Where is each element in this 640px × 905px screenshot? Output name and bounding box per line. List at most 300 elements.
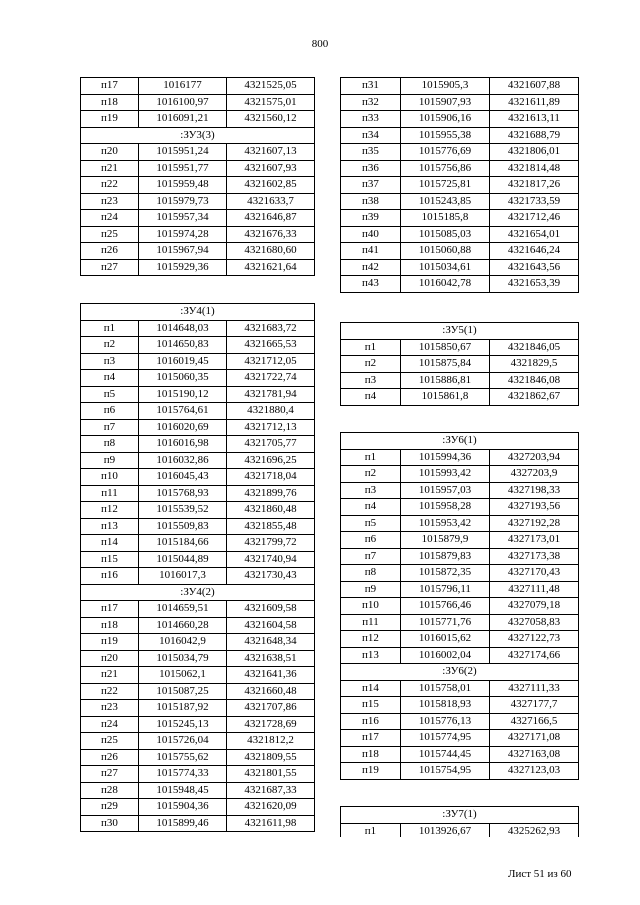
table-row: [81, 568, 315, 585]
x-coordinate-cell: 1015726,04: [139, 733, 227, 750]
x-coordinate-cell: 1015774,33: [139, 766, 227, 783]
x-coordinate-cell: 1016177: [139, 78, 227, 95]
point-id-cell: п13: [81, 518, 139, 535]
point-id-cell: п28: [81, 782, 139, 799]
point-id-cell: п22: [81, 177, 139, 194]
x-coordinate-cell: 1015744,45: [401, 746, 490, 763]
point-id-cell: п5: [81, 386, 139, 403]
y-coordinate-cell: 4321611,98: [227, 815, 315, 832]
point-id-cell: п13: [341, 647, 401, 664]
y-coordinate-cell: 4321740,94: [227, 551, 315, 568]
y-coordinate-cell: 4321829,5: [490, 356, 579, 373]
point-id-cell: п17: [81, 601, 139, 618]
table-row: [81, 634, 315, 651]
y-coordinate-cell: 4321809,55: [227, 749, 315, 766]
table-row: [81, 799, 315, 816]
table-row: [341, 763, 579, 780]
y-coordinate-cell: 4321696,25: [227, 452, 315, 469]
table-row: [341, 372, 579, 389]
y-coordinate-cell: 4321781,94: [227, 386, 315, 403]
x-coordinate-cell: 1016017,3: [139, 568, 227, 585]
x-coordinate-cell: 1015184,66: [139, 535, 227, 552]
table-row: [341, 730, 579, 747]
section-header-cell: :ЗУ7(1): [341, 807, 579, 824]
x-coordinate-cell: 1016002,04: [401, 647, 490, 664]
table-row: [341, 276, 579, 293]
x-coordinate-cell: 1015967,94: [139, 243, 227, 260]
point-id-cell: п22: [81, 683, 139, 700]
point-id-cell: п30: [81, 815, 139, 832]
point-id-cell: п2: [81, 337, 139, 354]
table-row: [341, 823, 579, 837]
y-coordinate-cell: 4321712,46: [490, 210, 579, 227]
point-id-cell: п41: [341, 243, 401, 260]
point-id-cell: п29: [81, 799, 139, 816]
point-id-cell: п21: [81, 160, 139, 177]
page-number: 800: [311, 38, 329, 50]
y-coordinate-cell: 4321899,76: [227, 485, 315, 502]
table-row: [341, 548, 579, 565]
y-coordinate-cell: 4321676,33: [227, 226, 315, 243]
table-row: [81, 650, 315, 667]
point-id-cell: п25: [81, 226, 139, 243]
point-id-cell: п20: [81, 650, 139, 667]
y-coordinate-cell: 4321602,85: [227, 177, 315, 194]
x-coordinate-cell: 1016019,45: [139, 353, 227, 370]
table-row: [81, 210, 315, 227]
y-coordinate-cell: 4321880,4: [227, 403, 315, 420]
table-row: [341, 243, 579, 260]
table-row: [341, 356, 579, 373]
section-header-row: [341, 807, 579, 824]
table-row: [81, 469, 315, 486]
point-id-cell: п26: [81, 243, 139, 260]
y-coordinate-cell: 4327166,5: [490, 713, 579, 730]
point-id-cell: п24: [81, 210, 139, 227]
x-coordinate-cell: 1015243,85: [401, 193, 490, 210]
table-row: [341, 339, 579, 356]
y-coordinate-cell: 4321654,01: [490, 226, 579, 243]
table-row: [341, 466, 579, 483]
table-row: [81, 403, 315, 420]
table-row: [341, 713, 579, 730]
x-coordinate-cell: 1015886,81: [401, 372, 490, 389]
x-coordinate-cell: 1015904,36: [139, 799, 227, 816]
y-coordinate-cell: 4321812,2: [227, 733, 315, 750]
x-coordinate-cell: 1016015,62: [401, 631, 490, 648]
y-coordinate-cell: 4327111,33: [490, 680, 579, 697]
point-id-cell: п2: [341, 356, 401, 373]
table-row: [81, 259, 315, 276]
point-id-cell: п1: [341, 449, 401, 466]
table-row: [341, 532, 579, 549]
x-coordinate-cell: 1015245,13: [139, 716, 227, 733]
x-coordinate-cell: 1015957,03: [401, 482, 490, 499]
y-coordinate-cell: 4321648,34: [227, 634, 315, 651]
y-coordinate-cell: 4327173,01: [490, 532, 579, 549]
coordinates-table-zu7-clip: [340, 806, 580, 837]
point-id-cell: п8: [341, 565, 401, 582]
table-row: [81, 226, 315, 243]
coordinates-table-zu3: [80, 77, 315, 276]
point-id-cell: п20: [81, 144, 139, 161]
point-id-cell: п31: [341, 78, 401, 95]
point-id-cell: п17: [341, 730, 401, 747]
y-coordinate-cell: 4327177,7: [490, 697, 579, 714]
point-id-cell: п1: [341, 339, 401, 356]
x-coordinate-cell: 1015768,93: [139, 485, 227, 502]
y-coordinate-cell: 4327203,9: [490, 466, 579, 483]
x-coordinate-cell: 1015861,8: [401, 389, 490, 406]
point-id-cell: п8: [81, 436, 139, 453]
x-coordinate-cell: 1015087,25: [139, 683, 227, 700]
y-coordinate-cell: 4327198,33: [490, 482, 579, 499]
point-id-cell: п19: [341, 763, 401, 780]
section-header-cell: :ЗУ6(1): [341, 433, 579, 450]
x-coordinate-cell: 1015725,81: [401, 177, 490, 194]
table-row: [81, 177, 315, 194]
table-row: [81, 419, 315, 436]
x-coordinate-cell: 1014650,83: [139, 337, 227, 354]
y-coordinate-cell: 4321604,58: [227, 617, 315, 634]
x-coordinate-cell: 1016045,43: [139, 469, 227, 486]
x-coordinate-cell: 1015085,03: [401, 226, 490, 243]
x-coordinate-cell: 1015872,35: [401, 565, 490, 582]
point-id-cell: п27: [81, 259, 139, 276]
point-id-cell: п3: [341, 372, 401, 389]
table-row: [81, 243, 315, 260]
point-id-cell: п39: [341, 210, 401, 227]
y-coordinate-cell: 4321799,72: [227, 535, 315, 552]
x-coordinate-cell: 1015974,28: [139, 226, 227, 243]
point-id-cell: п36: [341, 160, 401, 177]
table-row: [81, 667, 315, 684]
x-coordinate-cell: 1015955,38: [401, 127, 490, 144]
point-id-cell: п9: [81, 452, 139, 469]
x-coordinate-cell: 1015771,76: [401, 614, 490, 631]
x-coordinate-cell: 1015818,93: [401, 697, 490, 714]
table-row: [81, 617, 315, 634]
table-row: [341, 389, 579, 406]
table-row: [81, 749, 315, 766]
point-id-cell: п32: [341, 94, 401, 111]
table-row: [81, 436, 315, 453]
point-id-cell: п38: [341, 193, 401, 210]
x-coordinate-cell: 1015758,01: [401, 680, 490, 697]
x-coordinate-cell: 1015850,67: [401, 339, 490, 356]
point-id-cell: п7: [81, 419, 139, 436]
point-id-cell: п1: [341, 823, 401, 837]
x-coordinate-cell: 1015906,16: [401, 111, 490, 128]
x-coordinate-cell: 1015774,95: [401, 730, 490, 747]
y-coordinate-cell: 4321806,01: [490, 144, 579, 161]
x-coordinate-cell: 1015959,48: [139, 177, 227, 194]
table-row: [341, 697, 579, 714]
x-coordinate-cell: 1016032,86: [139, 452, 227, 469]
table-row: [341, 78, 579, 95]
x-coordinate-cell: 1015994,36: [401, 449, 490, 466]
point-id-cell: п6: [341, 532, 401, 549]
table-row: [341, 94, 579, 111]
y-coordinate-cell: 4321846,05: [490, 339, 579, 356]
point-id-cell: п25: [81, 733, 139, 750]
table-row: [341, 614, 579, 631]
point-id-cell: п23: [81, 700, 139, 717]
section-header-row: [341, 433, 579, 450]
y-coordinate-cell: 4325262,93: [490, 823, 579, 837]
point-id-cell: п12: [81, 502, 139, 519]
point-id-cell: п7: [341, 548, 401, 565]
x-coordinate-cell: 1015034,61: [401, 259, 490, 276]
point-id-cell: п27: [81, 766, 139, 783]
point-id-cell: п24: [81, 716, 139, 733]
y-coordinate-cell: 4321680,60: [227, 243, 315, 260]
point-id-cell: п16: [341, 713, 401, 730]
table-row: [81, 518, 315, 535]
x-coordinate-cell: 1015185,8: [401, 210, 490, 227]
table-row: [81, 353, 315, 370]
section-header-cell: :ЗУ3(3): [81, 127, 315, 144]
y-coordinate-cell: 4321862,67: [490, 389, 579, 406]
x-coordinate-cell: 1015953,42: [401, 515, 490, 532]
y-coordinate-cell: 4327170,43: [490, 565, 579, 582]
point-id-cell: п10: [81, 469, 139, 486]
x-coordinate-cell: 1015060,35: [139, 370, 227, 387]
point-id-cell: п18: [341, 746, 401, 763]
y-coordinate-cell: 4321687,33: [227, 782, 315, 799]
x-coordinate-cell: 1014660,28: [139, 617, 227, 634]
y-coordinate-cell: 4321665,53: [227, 337, 315, 354]
table-row: [81, 144, 315, 161]
table-row: [81, 386, 315, 403]
y-coordinate-cell: 4321855,48: [227, 518, 315, 535]
x-coordinate-cell: 1016016,98: [139, 436, 227, 453]
y-coordinate-cell: 4321817,26: [490, 177, 579, 194]
y-coordinate-cell: 4327122,73: [490, 631, 579, 648]
y-coordinate-cell: 4321646,24: [490, 243, 579, 260]
x-coordinate-cell: 1015899,46: [139, 815, 227, 832]
table-row: [81, 766, 315, 783]
y-coordinate-cell: 4321638,51: [227, 650, 315, 667]
y-coordinate-cell: 4327192,28: [490, 515, 579, 532]
point-id-cell: п15: [341, 697, 401, 714]
point-id-cell: п35: [341, 144, 401, 161]
y-coordinate-cell: 4321733,59: [490, 193, 579, 210]
table-row: [81, 485, 315, 502]
table-row: [341, 259, 579, 276]
point-id-cell: п14: [341, 680, 401, 697]
x-coordinate-cell: 1015756,86: [401, 160, 490, 177]
y-coordinate-cell: 4321722,74: [227, 370, 315, 387]
section-header-row: [341, 664, 579, 681]
x-coordinate-cell: 1015796,11: [401, 581, 490, 598]
table-row: [341, 647, 579, 664]
x-coordinate-cell: 1015764,61: [139, 403, 227, 420]
x-coordinate-cell: 1015060,88: [401, 243, 490, 260]
section-header-cell: :ЗУ4(1): [81, 304, 315, 321]
y-coordinate-cell: 4321801,55: [227, 766, 315, 783]
y-coordinate-cell: 4321712,13: [227, 419, 315, 436]
section-header-row: [341, 323, 579, 340]
table-row: [341, 631, 579, 648]
section-header-cell: :ЗУ4(2): [81, 584, 315, 601]
table-row: [81, 160, 315, 177]
x-coordinate-cell: 1015776,69: [401, 144, 490, 161]
y-coordinate-cell: 4327163,08: [490, 746, 579, 763]
table-row: [81, 94, 315, 111]
y-coordinate-cell: 4321683,72: [227, 320, 315, 337]
y-coordinate-cell: 4321814,48: [490, 160, 579, 177]
x-coordinate-cell: 1015776,13: [401, 713, 490, 730]
point-id-cell: п26: [81, 749, 139, 766]
table-row: [341, 144, 579, 161]
table-row: [81, 683, 315, 700]
table-row: [341, 598, 579, 615]
coordinates-table-zu4: [80, 303, 315, 832]
point-id-cell: п40: [341, 226, 401, 243]
x-coordinate-cell: 1015879,9: [401, 532, 490, 549]
x-coordinate-cell: 1015034,79: [139, 650, 227, 667]
y-coordinate-cell: 4327203,94: [490, 449, 579, 466]
point-id-cell: п42: [341, 259, 401, 276]
point-id-cell: п21: [81, 667, 139, 684]
x-coordinate-cell: 1015979,73: [139, 193, 227, 210]
table-row: [341, 177, 579, 194]
table-row: [81, 700, 315, 717]
table-row: [341, 111, 579, 128]
table-row: [81, 601, 315, 618]
point-id-cell: п9: [341, 581, 401, 598]
y-coordinate-cell: 4321611,89: [490, 94, 579, 111]
table-row: [81, 111, 315, 128]
point-id-cell: п15: [81, 551, 139, 568]
table-row: [81, 193, 315, 210]
table-row: [341, 581, 579, 598]
x-coordinate-cell: 1016042,78: [401, 276, 490, 293]
table-row: [341, 515, 579, 532]
point-id-cell: п18: [81, 617, 139, 634]
x-coordinate-cell: 1015187,92: [139, 700, 227, 717]
y-coordinate-cell: 4321613,11: [490, 111, 579, 128]
table-row: [81, 452, 315, 469]
table-row: [341, 482, 579, 499]
point-id-cell: п5: [341, 515, 401, 532]
x-coordinate-cell: 1015951,77: [139, 160, 227, 177]
y-coordinate-cell: 4321846,08: [490, 372, 579, 389]
x-coordinate-cell: 1015044,89: [139, 551, 227, 568]
point-id-cell: п2: [341, 466, 401, 483]
table-row: [81, 782, 315, 799]
table-row: [81, 733, 315, 750]
table-row: [341, 127, 579, 144]
y-coordinate-cell: 4321705,77: [227, 436, 315, 453]
x-coordinate-cell: 1013926,67: [401, 823, 490, 837]
point-id-cell: п4: [81, 370, 139, 387]
y-coordinate-cell: 4327174,66: [490, 647, 579, 664]
x-coordinate-cell: 1015539,52: [139, 502, 227, 519]
x-coordinate-cell: 1014659,51: [139, 601, 227, 618]
table-row: [81, 78, 315, 95]
y-coordinate-cell: 4321860,48: [227, 502, 315, 519]
point-id-cell: п17: [81, 78, 139, 95]
x-coordinate-cell: 1015948,45: [139, 782, 227, 799]
y-coordinate-cell: 4321621,64: [227, 259, 315, 276]
table-row: [81, 716, 315, 733]
y-coordinate-cell: 4321607,88: [490, 78, 579, 95]
point-id-cell: п6: [81, 403, 139, 420]
y-coordinate-cell: 4321643,56: [490, 259, 579, 276]
x-coordinate-cell: 1015951,24: [139, 144, 227, 161]
point-id-cell: п19: [81, 634, 139, 651]
y-coordinate-cell: 4321560,12: [227, 111, 315, 128]
table-row: [341, 565, 579, 582]
table-row: [341, 449, 579, 466]
point-id-cell: п10: [341, 598, 401, 615]
y-coordinate-cell: 4321620,09: [227, 799, 315, 816]
x-coordinate-cell: 1015755,62: [139, 749, 227, 766]
y-coordinate-cell: 4327123,03: [490, 763, 579, 780]
x-coordinate-cell: 1015907,93: [401, 94, 490, 111]
x-coordinate-cell: 1015766,46: [401, 598, 490, 615]
x-coordinate-cell: 1015879,83: [401, 548, 490, 565]
point-id-cell: п1: [81, 320, 139, 337]
x-coordinate-cell: 1014648,03: [139, 320, 227, 337]
coordinates-table-zu4-continued: [340, 77, 579, 293]
table-row: [341, 160, 579, 177]
point-id-cell: п34: [341, 127, 401, 144]
x-coordinate-cell: 1015062,1: [139, 667, 227, 684]
x-coordinate-cell: 1015993,42: [401, 466, 490, 483]
y-coordinate-cell: 4321641,36: [227, 667, 315, 684]
table-row: [341, 193, 579, 210]
table-row: [341, 680, 579, 697]
section-header-row: [81, 584, 315, 601]
table-row: [81, 535, 315, 552]
y-coordinate-cell: 4327058,83: [490, 614, 579, 631]
y-coordinate-cell: 4321718,04: [227, 469, 315, 486]
point-id-cell: п37: [341, 177, 401, 194]
point-id-cell: п3: [81, 353, 139, 370]
section-header-cell: :ЗУ5(1): [341, 323, 579, 340]
x-coordinate-cell: 1016020,69: [139, 419, 227, 436]
x-coordinate-cell: 1015957,34: [139, 210, 227, 227]
y-coordinate-cell: 4327193,56: [490, 499, 579, 516]
table-row: [81, 337, 315, 354]
coordinates-table-zu6: [340, 432, 579, 780]
y-coordinate-cell: 4321730,43: [227, 568, 315, 585]
coordinates-table-zu7: [340, 806, 579, 837]
section-header-row: [81, 127, 315, 144]
x-coordinate-cell: 1016091,21: [139, 111, 227, 128]
point-id-cell: п23: [81, 193, 139, 210]
y-coordinate-cell: 4321607,93: [227, 160, 315, 177]
point-id-cell: п33: [341, 111, 401, 128]
y-coordinate-cell: 4321707,86: [227, 700, 315, 717]
y-coordinate-cell: 4327171,08: [490, 730, 579, 747]
table-row: [81, 370, 315, 387]
x-coordinate-cell: 1016042,9: [139, 634, 227, 651]
table-row: [81, 551, 315, 568]
x-coordinate-cell: 1015905,3: [401, 78, 490, 95]
section-header-cell: :ЗУ6(2): [341, 664, 579, 681]
y-coordinate-cell: 4327079,18: [490, 598, 579, 615]
point-id-cell: п19: [81, 111, 139, 128]
point-id-cell: п3: [341, 482, 401, 499]
y-coordinate-cell: 4321575,01: [227, 94, 315, 111]
x-coordinate-cell: 1015958,28: [401, 499, 490, 516]
y-coordinate-cell: 4321646,87: [227, 210, 315, 227]
y-coordinate-cell: 4321633,7: [227, 193, 315, 210]
